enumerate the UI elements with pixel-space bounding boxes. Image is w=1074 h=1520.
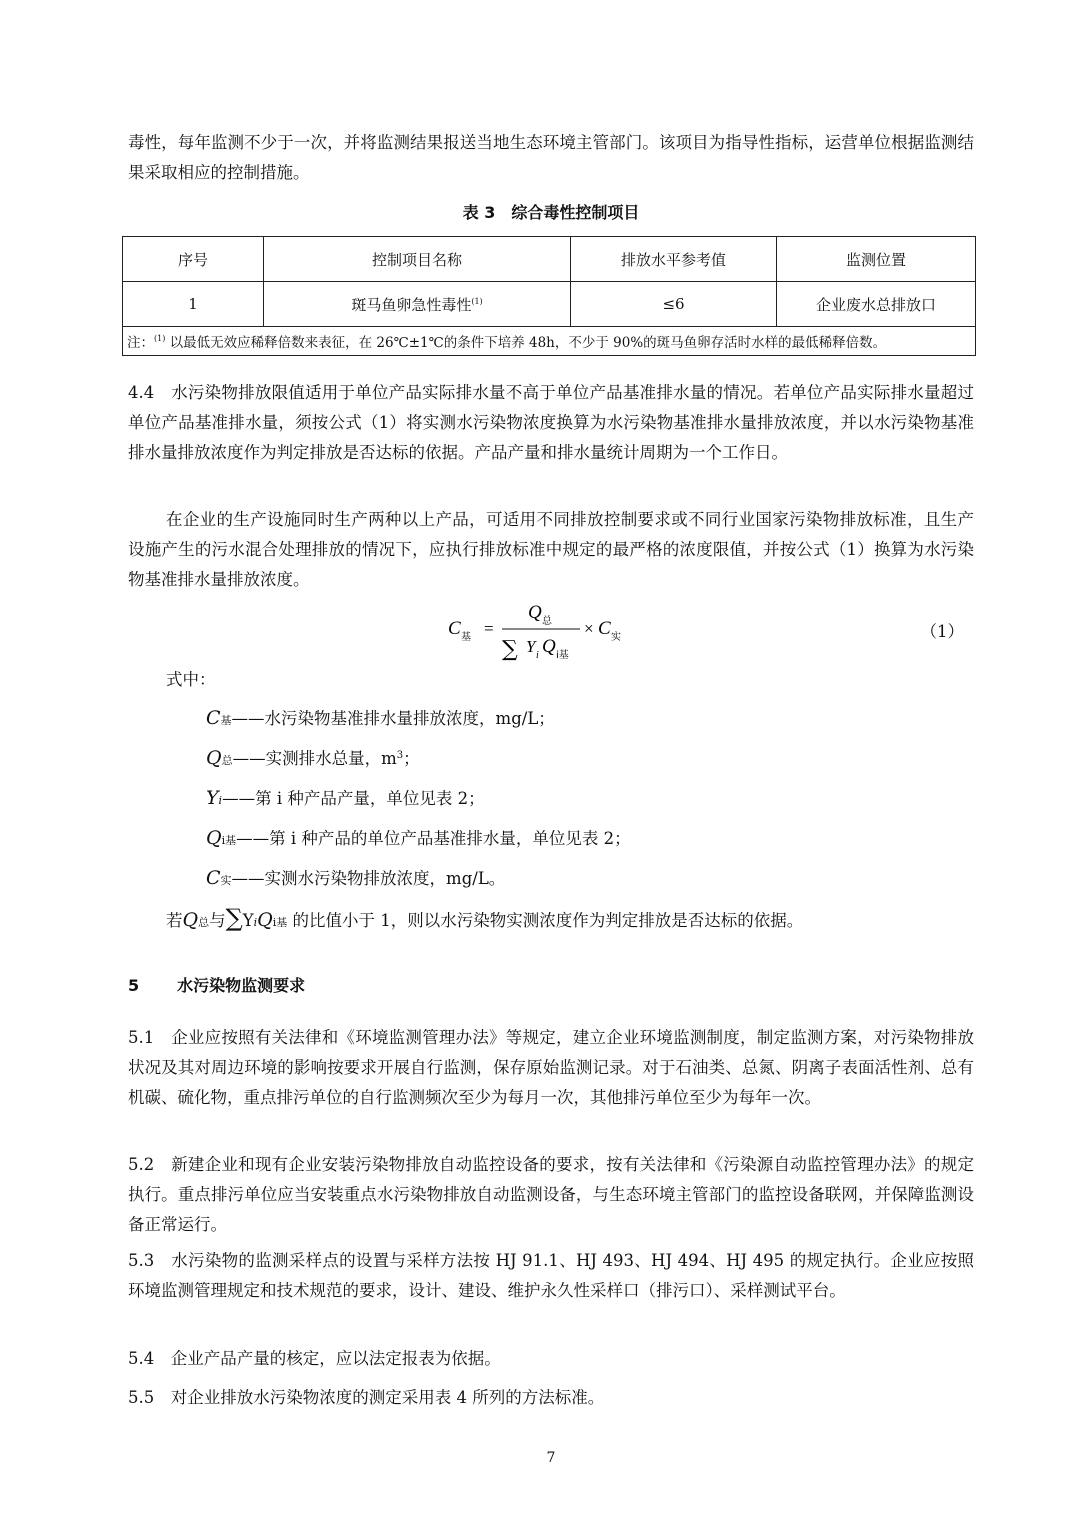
var-description: ——水污染物基准排水量排放浓度，mg/L； [231,709,555,728]
ratio-q: Q [182,909,199,931]
table-header-cell: 监测位置 [777,237,976,282]
ratio-y: Y [242,911,254,930]
var-symbol: Y [206,787,219,809]
table-note-row [123,327,976,356]
paragraph-5-1: 5.1 企业应按照有关法律和《环境监测管理办法》等规定，建立企业环境监测制度，制定监测方案，对污染物排放状况及其对周边环境的影响按要求开展自行监测，保存原始监测记录。对于石油类、总氮、阴离子表面活性剂、总有机碳、硫化物，重点排污单位的自行监测频次至少为每月一次，其他排污单位至少为每年一次。 [128,1028,974,1107]
unit-superscript: 3 [396,750,404,761]
ratio-mid: 与 [209,911,226,930]
page-number: 7 [546,1450,556,1466]
table-cell-num: 1 [123,282,264,327]
formula-den-y-sub: i [536,650,539,661]
variable-y-i [206,785,485,809]
table-cell-value: ≤6 [571,282,777,327]
ratio-post: 的比值小于 1，则以水污染物实测浓度作为判定排放是否达标的依据。 [287,911,804,930]
variable-q-total [206,745,420,769]
table-header-row [123,237,976,282]
var-subscript: i [218,794,223,807]
table-cell-name [264,282,571,327]
var-subscript: 实 [220,874,232,887]
section-5-heading [128,973,974,996]
ratio-paragraph [166,903,974,938]
table-row [123,282,976,327]
var-symbol: C [206,867,221,889]
note-prefix: 注： [127,335,154,351]
formula-times: × [584,619,594,638]
formula-num-sub: 总 [542,616,552,627]
var-description: ——实测水污染物排放浓度，mg/L。 [231,869,506,888]
var-description: ——第 i 种产品的单位产品基准排水量，单位见表 2； [236,829,631,848]
variable-q-i-base [206,825,631,849]
table-header-cell: 排放水平参考值 [571,237,777,282]
formula-rhs: C [598,618,611,639]
formula-sum: ∑ [502,637,518,662]
ratio-pre: 若 [166,911,183,930]
ratio-y-sub: i [253,916,258,929]
note-text: 以最低无效应稀释倍数来表征，在 26℃±1℃的条件下培养 48h，不少于 90%的斑马鱼卵存活时水样的最低稀释倍数。 [165,335,887,351]
formula-lhs: C [448,618,461,639]
section-number: 5 [128,976,140,995]
formula-rhs-sub: 实 [611,632,621,643]
formula-den-y: Y [526,637,536,656]
var-description: ——第 i 种产品产量，单位见表 2； [222,789,485,808]
ratio-q2-sub: i基 [272,916,288,929]
var-subscript: i基 [221,834,237,847]
var-subscript: 基 [220,714,232,727]
ratio-sum: ∑ [225,904,243,932]
var-symbol: Q [206,747,222,769]
formula-den-q: Q [542,636,556,657]
ratio-q2: Q [257,909,273,931]
footnote-marker: (1) [471,296,483,306]
ratio-q-sub: 总 [198,916,210,929]
paragraph-5-2: 5.2 新建企业和现有企业安装污染物排放自动监控设备的要求，按有关法律和《污染源自动监控管理办法》的规定执行。重点排污单位应当安装重点水污染物排放自动监测设备，与生态环境主管部门的监控设备联网，并保障监测设备正常运行。 [128,1155,974,1234]
variable-c-base [206,705,555,729]
var-description-end: ； [403,749,420,768]
formula-1 [448,598,648,668]
formula-eq: = [484,619,494,638]
section-title: 水污染物监测要求 [177,976,306,995]
where-label: 式中： [166,670,216,689]
note-marker: (1) [154,334,166,343]
var-description: ——实测排水总量，m [232,749,397,768]
table3-caption: 表 3 综合毒性控制项目 [462,203,640,222]
table-cell-location: 企业废水总排放口 [777,282,976,327]
item-name: 斑马鱼卵急性毒性 [351,295,472,314]
formula-lhs-sub: 基 [461,632,471,643]
paragraph-5-4: 5.4 企业产品产量的核定，应以法定报表为依据。 [128,1349,501,1368]
variable-c-measured [206,865,505,889]
var-subscript: 总 [221,754,233,767]
table-note [123,327,976,356]
formula-num: Q [528,602,542,623]
table-header-cell: 序号 [123,237,264,282]
formula-den-q-sub: i基 [556,650,569,661]
formula-number: （1） [920,622,964,641]
intro-paragraph: 毒性，每年监测不少于一次，并将监测结果报送当地生态环境主管部门。该项目为指导性指标，运营单位根据监测结果采取相应的控制措施。 [128,133,974,182]
paragraph-4-4: 4.4 水污染物排放限值适用于单位产品实际排水量不高于单位产品基准排水量的情况。若单位产品实际排水量超过单位产品基准排水量，须按公式（1）将实测水污染物浓度换算为水污染物基准排水量排放浓度，并以水污染物基准排水量排放浓度作为判定排放是否达标的依据。产品产量和排水量统计周期为一个工作日。 [128,383,974,462]
var-symbol: C [206,707,221,729]
paragraph-5-5: 5.5 对企业排放水污染物浓度的测定采用表 4 所列的方法标准。 [128,1388,605,1407]
paragraph-multi-product: 在企业的生产设施同时生产两种以上产品，可适用不同排放控制要求或不同行业国家污染物排放标准，且生产设施产生的污水混合处理排放的情况下，应执行排放标准中规定的最严格的浓度限值，并按公式（1）换算为水污染物基准排水量排放浓度。 [128,510,974,589]
table-header-cell: 控制项目名称 [264,237,571,282]
table3 [122,236,976,356]
var-symbol: Q [206,827,222,849]
paragraph-5-3: 5.3 水污染物的监测采样点的设置与采样方法按 HJ 91.1、HJ 493、HJ 494、HJ 495 的规定执行。企业应按照环境监测管理规定和技术规范的要求，设计、建设、维护永久性采样口（排污口）、采样测试平台。 [128,1251,974,1300]
